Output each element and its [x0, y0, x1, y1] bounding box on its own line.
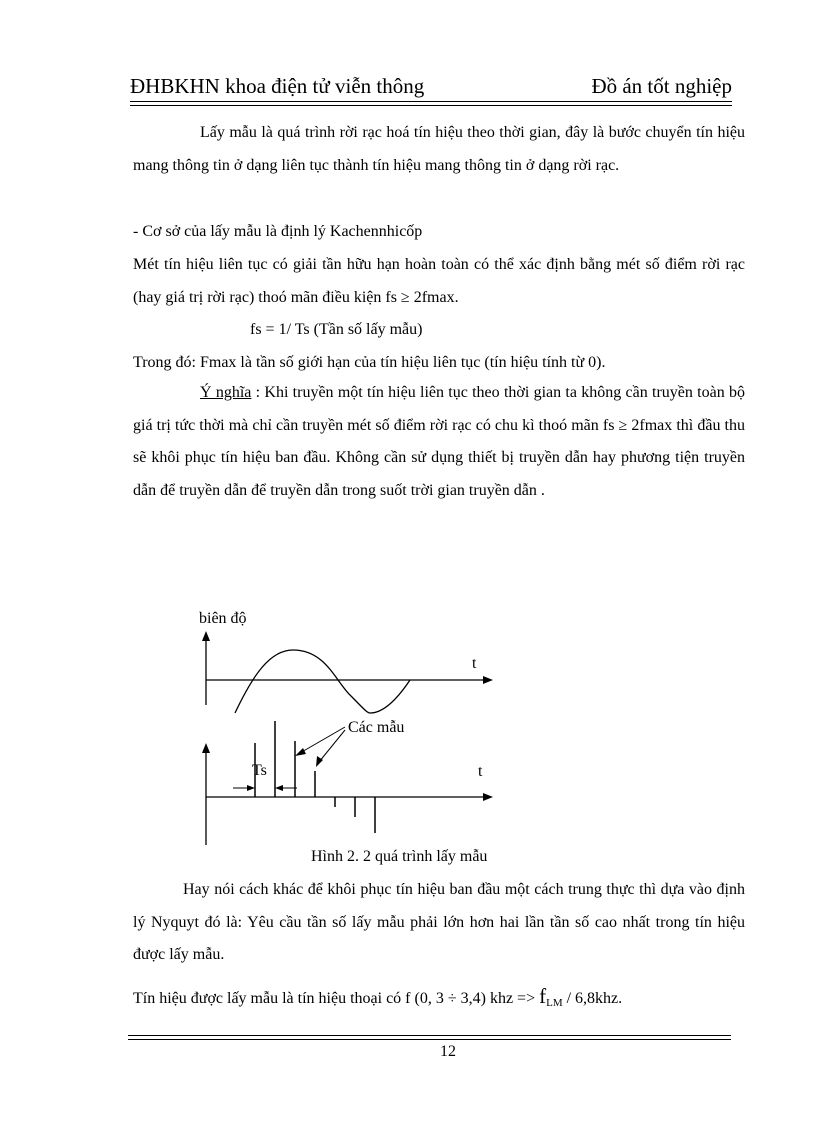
sampling-formula: fs = 1/ Ts (Tần số lấy mẫu)	[250, 321, 423, 338]
bottom-t-arrow	[483, 793, 493, 801]
amplitude-label: biên độ	[199, 610, 247, 627]
header-right: Đồ án tốt nghiệp	[591, 74, 732, 98]
paragraph-sampling-definition: Lấy mẫu là quá trình rời rạc hoá tín hiệu theo thời gian, đây là bước chuyển tín hiệu mang thông tin ở dạng liên tục thành tín hiệu mang thông tin ở dạng rời rạc.	[133, 124, 745, 174]
paragraph-nyquist: Hay nói cách khác để khôi phục tín hiệu ban đầu một cách trung thực thì dựa vào định lý Nyquyt đó là: Yêu cầu tần số lấy mẫu phải lớn hơn hai lần tần số cao nhất trong tín hiệu được lấy mẫu.	[133, 881, 745, 963]
paragraph-voice-signal	[133, 984, 622, 1015]
paragraph-meaning	[133, 377, 745, 507]
page-number: 12	[440, 1043, 456, 1060]
paragraph-fmax-definition: Trong đó: Fmax là tần số giới hạn của tín hiệu liên tục (tín hiệu tính từ 0).	[133, 354, 606, 371]
lm-subscript: LM	[546, 997, 563, 1009]
top-t-arrow	[483, 676, 493, 684]
bottom-y-arrow	[202, 743, 210, 753]
time-label-bottom: t	[478, 763, 483, 780]
sampling-figure	[195, 605, 505, 845]
samples-pointer-1-head	[295, 748, 306, 756]
samples-pointer-1	[300, 727, 345, 753]
ts-label: Ts	[252, 762, 267, 779]
footer-rule-double	[128, 1039, 731, 1040]
f-symbol: f	[539, 984, 547, 1008]
time-label-top: t	[472, 655, 477, 672]
header-rule-double	[130, 105, 732, 106]
ts-arrow-left-head	[247, 785, 255, 791]
samples-label: Các mẫu	[348, 719, 405, 736]
voice-rate: / 6,8khz.	[562, 990, 623, 1007]
ts-arrow-right-head	[275, 785, 283, 791]
header-rule	[130, 101, 732, 102]
meaning-label: Ý nghĩa	[200, 384, 252, 401]
paragraph-sampling-condition: Mét tín hiệu liên tục có giải tần hữu hạn hoàn toàn có thể xác định bằng mét số điểm rời rạc (hay giá trị rời rạc) thoó mãn điều kiện fs ≥ 2fmax.	[133, 256, 745, 306]
footer-rule	[128, 1035, 731, 1036]
voice-text: Tín hiệu được lấy mẫu là tín hiệu thoại có f (0, 3 ÷ 3,4) khz =>	[133, 990, 540, 1007]
sine-wave	[235, 650, 410, 713]
page-header	[130, 74, 732, 106]
figure-caption: Hình 2. 2 quá trình lấy mẫu	[311, 848, 488, 865]
top-y-arrow	[202, 631, 210, 641]
header-left: ĐHBKHN khoa điện tử viễn thông	[130, 74, 425, 98]
meaning-text: : Khi truyền một tín hiệu liên tục theo thời gian ta không cần truyền toàn bộ giá trị tức thời mà chỉ cần truyền mét số điểm rời rạc có chu kì thoó mãn fs ≥ 2fmax thì đầu thu sẽ khôi phục tín hiệu ban đầu. Không cần sử dụng thiết bị truyền dẫn hay phương tiện truyền dẫn để truyền dẫn để truyền dẫn trong suốt trời gian truyền dẫn .	[133, 384, 745, 499]
bullet-kachennhicop: - Cơ sở của lấy mẫu là định lý Kachennhicốp	[133, 223, 423, 240]
